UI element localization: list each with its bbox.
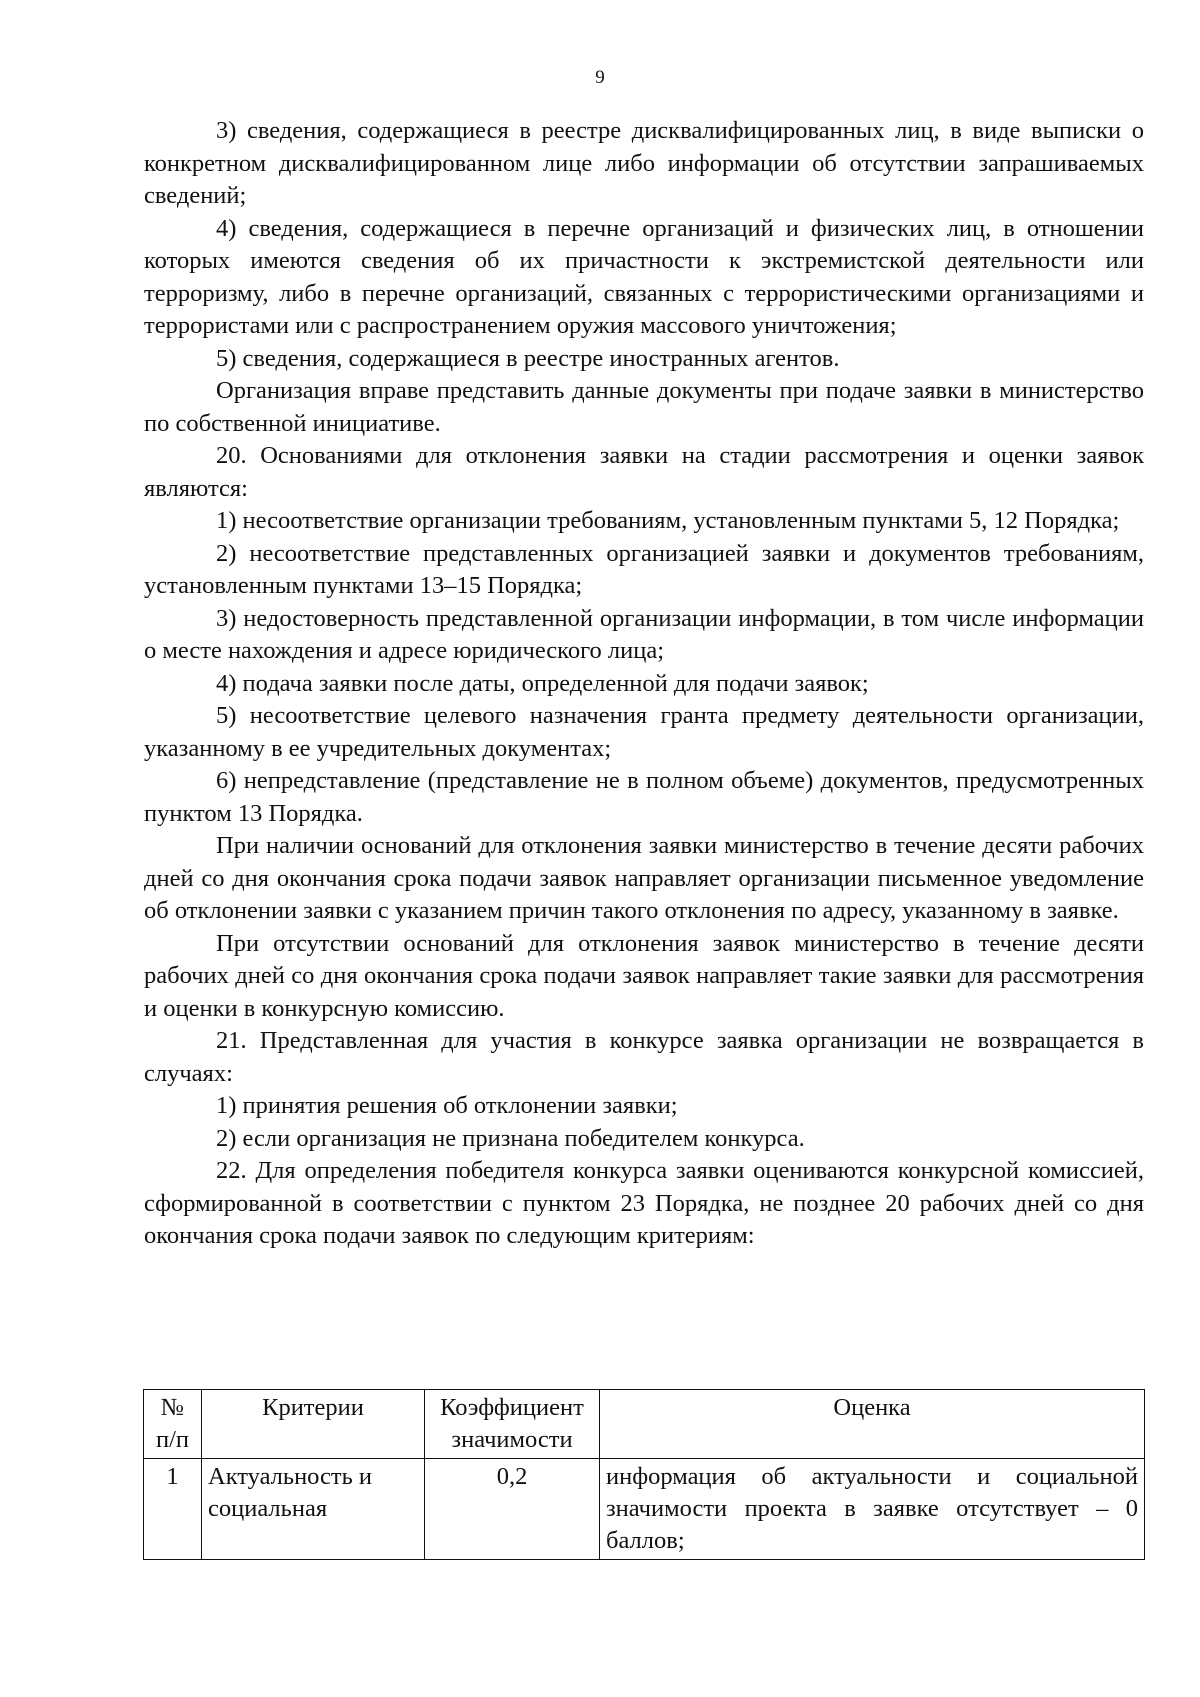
criteria-table — [143, 1389, 1145, 1560]
table-header-row — [144, 1390, 1145, 1459]
paragraph: 4) сведения, содержащиеся в перечне организаций и физических лиц, в отношении которых имеются сведения об их причастности к экстремистской деятельности или терроризму, либо в перечне организаций, связанных с террористическими организациями и террористами или с распространением оружия массового уничтожения; — [144, 214, 1144, 339]
cell-score: информация об актуальности и социальной значимости проекта в заявке отсутствует – 0 баллов; — [600, 1459, 1145, 1560]
paragraph: 4) подача заявки после даты, определенной для подачи заявок; — [216, 669, 869, 697]
criteria-table-wrapper — [143, 1389, 1145, 1560]
document-body — [144, 115, 1144, 1253]
paragraph: 21. Представленная для участия в конкурсе заявка организации не возвращается в случаях: — [144, 1027, 1144, 1087]
paragraph: 20. Основаниями для отклонения заявки на стадии рассмотрения и оценки заявок являются: — [144, 442, 1144, 502]
header-coefficient-line1: Коэффициент — [440, 1394, 584, 1421]
paragraph: При наличии оснований для отклонения заявки министерство в течение десяти рабочих дней со дня окончания срока подачи заявок направляет организации письменное уведомление об отклонении заявки с указанием причин такого отклонения по адресу, указанному в заявке. — [144, 832, 1144, 924]
paragraph: 2) если организация не признана победителем конкурса. — [216, 1124, 805, 1152]
header-coefficient-line2: значимости — [451, 1426, 573, 1453]
header-criteria: Критерии — [202, 1390, 425, 1459]
paragraph: 5) несоответствие целевого назначения гранта предмету деятельности организации, указанному в ее учредительных документах; — [144, 702, 1144, 762]
paragraph: При отсутствии оснований для отклонения заявок министерство в течение десяти рабочих дней со дня окончания срока подачи заявок направляет такие заявки для рассмотрения и оценки в конкурсную комиссию. — [144, 929, 1144, 1022]
paragraph: 22. Для определения победителя конкурса заявки оцениваются конкурсной комиссией, сформированной в соответствии с пунктом 23 Порядка, не позднее 20 рабочих дней со дня окончания срока подачи заявок по следующим критериям: — [144, 1157, 1144, 1249]
paragraph: 5) сведения, содержащиеся в реестре иностранных агентов. — [216, 344, 840, 372]
table-row — [144, 1459, 1145, 1560]
paragraph: 1) несоответствие организации требованиям, установленным пунктами 5, 12 Порядка; — [216, 507, 1120, 534]
header-number-line1: № — [160, 1394, 185, 1421]
paragraph: 6) непредставление (представление не в полном объеме) документов, предусмотренных пунктом 13 Порядка. — [144, 767, 1144, 827]
paragraph: 3) сведения, содержащиеся в реестре дисквалифицированных лиц, в виде выписки о конкретном дисквалифицированном лице либо информации об отсутствии запрашиваемых сведений; — [144, 117, 1144, 209]
header-score: Оценка — [600, 1390, 1145, 1459]
paragraph: 3) недостоверность представленной организации информации, в том числе информации о месте нахождения и адресе юридического лица; — [144, 604, 1144, 664]
page-number: 9 — [595, 67, 605, 88]
paragraph: 2) несоответствие представленных организацией заявки и документов требованиям, установленным пунктами 13–15 Порядка; — [144, 539, 1144, 599]
paragraph: Организация вправе представить данные документы при подаче заявки в министерство по собственной инициативе. — [144, 377, 1144, 437]
cell-coefficient: 0,2 — [425, 1459, 600, 1560]
header-number-line2: п/п — [155, 1426, 190, 1453]
header-coefficient — [425, 1390, 600, 1459]
cell-number: 1 — [144, 1459, 202, 1560]
header-number — [144, 1390, 202, 1459]
paragraph: 1) принятия решения об отклонении заявки; — [216, 1092, 678, 1119]
cell-criteria: Актуальность и социальная — [202, 1459, 425, 1560]
